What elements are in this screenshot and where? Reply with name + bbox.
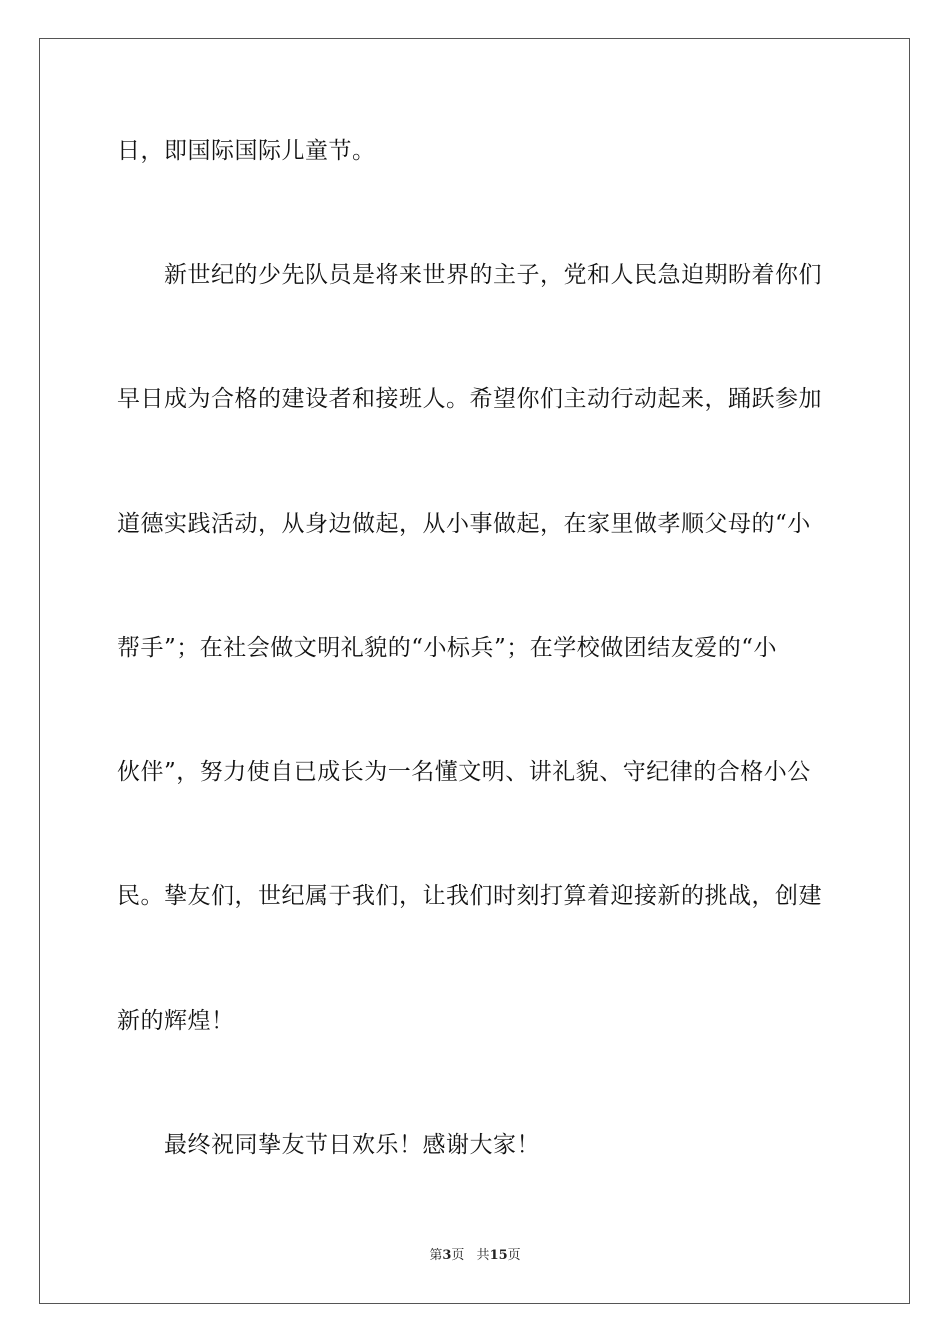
paragraph-line: 帮手”；在社会做文明礼貌的“小标兵”；在学校做团结友爱的“小 [117, 635, 778, 661]
page-prefix: 第 [429, 1248, 443, 1263]
paragraph-line: 新世纪的少先队员是将来世界的主子，党和人民急迫期盼着你们 [117, 262, 822, 288]
paragraph-line: 新的辉煌！ [117, 1008, 235, 1034]
total-suffix: 页 [507, 1248, 521, 1263]
total-indicator [477, 1248, 521, 1263]
total-prefix: 共 [476, 1248, 490, 1263]
page-number: 3 [442, 1248, 452, 1263]
paragraph-line: 道德实践活动，从身边做起，从小事做起，在家里做孝顺父母的“小 [117, 511, 811, 537]
page-footer [0, 1247, 950, 1265]
total-pages: 15 [489, 1248, 508, 1263]
page-suffix: 页 [451, 1248, 465, 1263]
paragraph-line: 最终祝同挚友节日欢乐！感谢大家！ [117, 1132, 540, 1158]
page-indicator [429, 1248, 464, 1263]
paragraph-line: 伙伴”，努力使自已成长为一名懂文明、讲礼貌、守纪律的合格小公 [117, 759, 811, 785]
paragraph-line: 民。挚友们，世纪属于我们，让我们时刻打算着迎接新的挑战，创建 [117, 883, 822, 909]
paragraph-line: 日，即国际国际儿童节。 [117, 138, 376, 164]
page-frame [39, 38, 910, 1304]
paragraph-line: 早日成为合格的建设者和接班人。希望你们主动行动起来，踊跃参加 [117, 386, 822, 412]
